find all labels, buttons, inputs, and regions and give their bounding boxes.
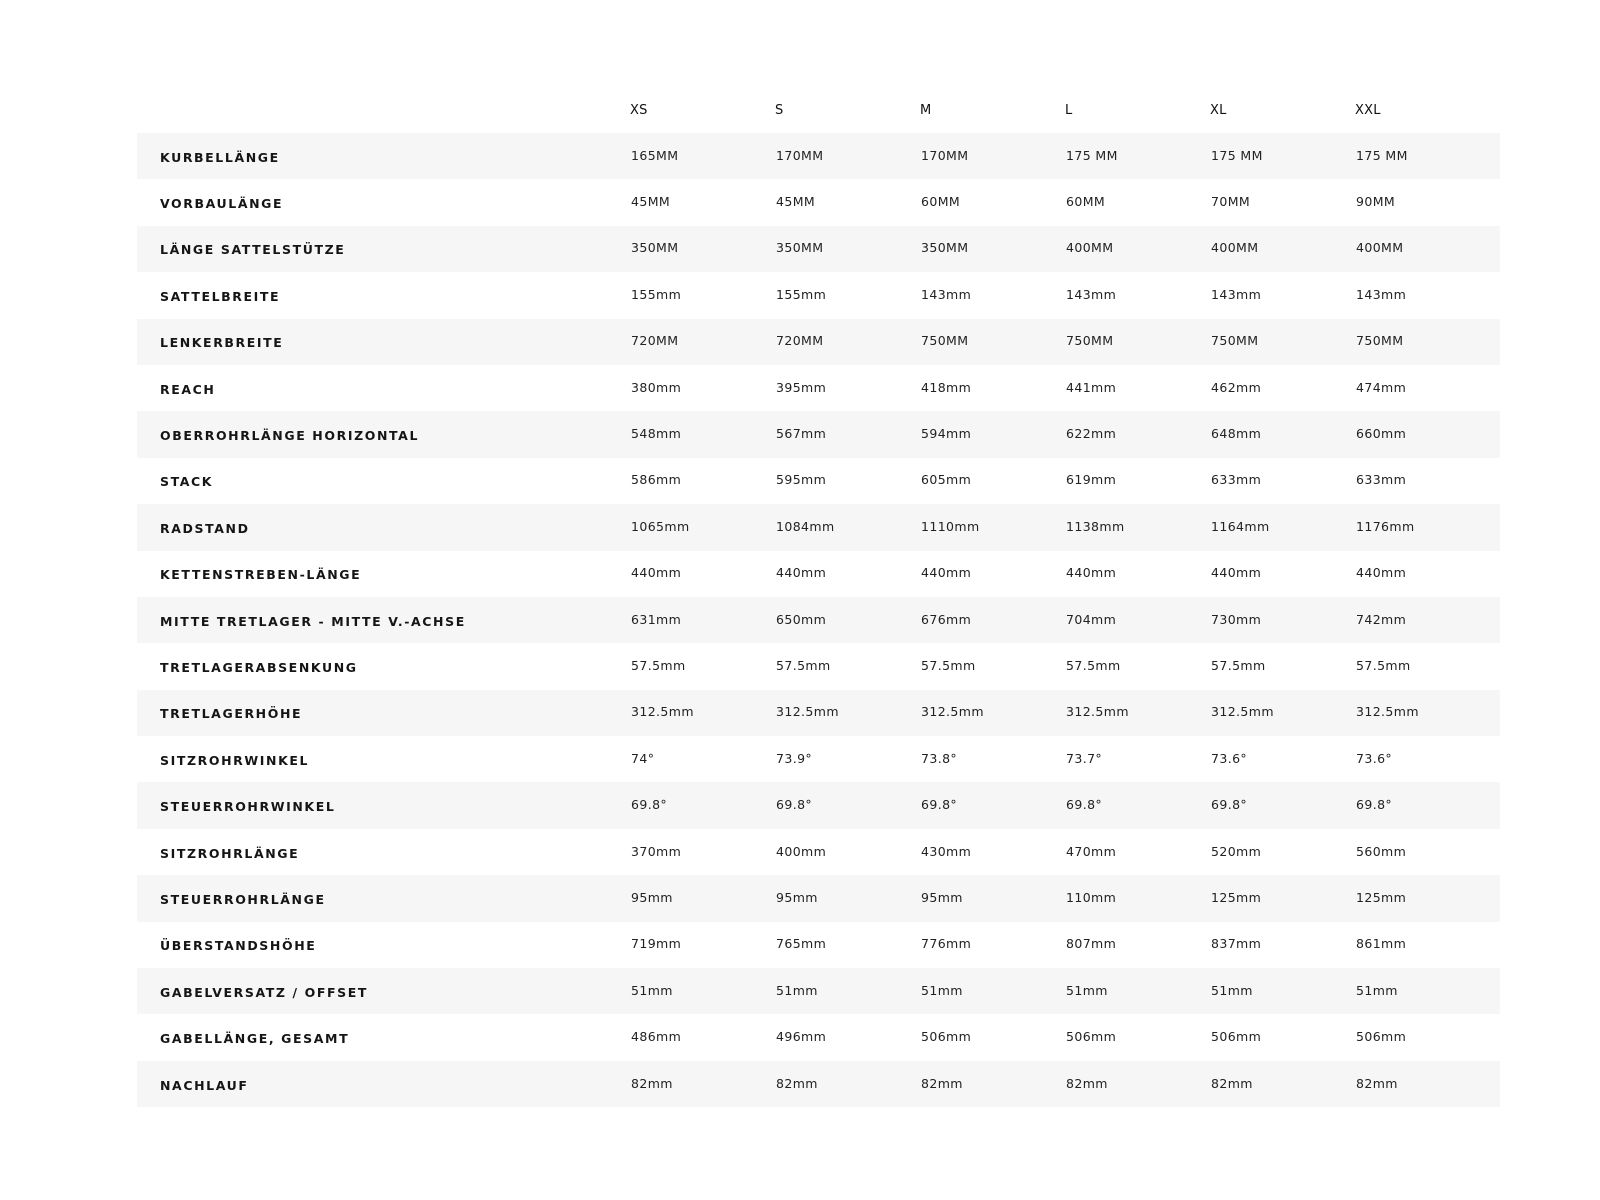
size-header-l: L bbox=[1065, 102, 1073, 118]
row-label: MITTE TRETLAGER - MITTE V.-ACHSE bbox=[160, 613, 466, 629]
table-cell: 750MM bbox=[921, 333, 969, 349]
table-row bbox=[137, 319, 1500, 365]
table-cell: 90MM bbox=[1356, 194, 1396, 210]
table-cell: 73.6° bbox=[1356, 750, 1393, 766]
geometry-table bbox=[137, 87, 1500, 1107]
table-cell: 70MM bbox=[1211, 194, 1251, 210]
table-cell: 440mm bbox=[776, 565, 827, 581]
table-row bbox=[137, 875, 1500, 921]
table-row bbox=[137, 458, 1500, 504]
table-cell: 506mm bbox=[1066, 1029, 1117, 1045]
table-cell: 155mm bbox=[631, 286, 682, 302]
table-cell: 400MM bbox=[1356, 240, 1404, 256]
table-cell: 60MM bbox=[1066, 194, 1106, 210]
table-cell: 60MM bbox=[921, 194, 961, 210]
table-row bbox=[137, 504, 1500, 550]
table-row bbox=[137, 179, 1500, 225]
table-cell: 440mm bbox=[1211, 565, 1262, 581]
table-cell: 69.8° bbox=[1211, 797, 1248, 813]
table-row bbox=[137, 551, 1500, 597]
table-cell: 69.8° bbox=[776, 797, 813, 813]
size-header-m: M bbox=[920, 102, 932, 118]
table-cell: 312.5mm bbox=[921, 704, 984, 720]
table-row bbox=[137, 133, 1500, 179]
size-header-xs: XS bbox=[630, 102, 648, 118]
row-label: NACHLAUF bbox=[160, 1077, 249, 1093]
table-cell: 496mm bbox=[776, 1029, 827, 1045]
table-cell: 69.8° bbox=[921, 797, 958, 813]
table-cell: 82mm bbox=[1211, 1075, 1253, 1091]
table-cell: 506mm bbox=[1211, 1029, 1262, 1045]
table-cell: 720MM bbox=[631, 333, 679, 349]
table-cell: 73.9° bbox=[776, 750, 813, 766]
table-cell: 742mm bbox=[1356, 611, 1407, 627]
table-row bbox=[137, 226, 1500, 272]
table-cell: 750MM bbox=[1356, 333, 1404, 349]
table-row bbox=[137, 922, 1500, 968]
table-cell: 312.5mm bbox=[1356, 704, 1419, 720]
table-cell: 350MM bbox=[631, 240, 679, 256]
table-cell: 486mm bbox=[631, 1029, 682, 1045]
table-cell: 73.6° bbox=[1211, 750, 1248, 766]
table-cell: 506mm bbox=[921, 1029, 972, 1045]
table-cell: 400mm bbox=[776, 843, 827, 859]
table-cell: 125mm bbox=[1356, 889, 1407, 905]
table-cell: 676mm bbox=[921, 611, 972, 627]
row-label: REACH bbox=[160, 381, 216, 397]
table-row bbox=[137, 1061, 1500, 1107]
table-cell: 57.5mm bbox=[631, 657, 686, 673]
row-label: SITZROHRLÄNGE bbox=[160, 845, 300, 861]
row-label: STEUERROHRWINKEL bbox=[160, 799, 336, 815]
table-cell: 548mm bbox=[631, 426, 682, 442]
table-cell: 312.5mm bbox=[1066, 704, 1129, 720]
table-cell: 440mm bbox=[631, 565, 682, 581]
table-cell: 648mm bbox=[1211, 426, 1262, 442]
table-cell: 730mm bbox=[1211, 611, 1262, 627]
table-row bbox=[137, 736, 1500, 782]
table-cell: 400MM bbox=[1066, 240, 1114, 256]
table-cell: 586mm bbox=[631, 472, 682, 488]
table-row bbox=[137, 272, 1500, 318]
size-header-row bbox=[137, 87, 1500, 133]
table-cell: 51mm bbox=[776, 982, 818, 998]
table-cell: 720MM bbox=[776, 333, 824, 349]
table-cell: 440mm bbox=[921, 565, 972, 581]
row-label: GABELLÄNGE, GESAMT bbox=[160, 1031, 350, 1047]
table-cell: 170MM bbox=[776, 147, 824, 163]
table-cell: 57.5mm bbox=[921, 657, 976, 673]
table-cell: 170MM bbox=[921, 147, 969, 163]
table-cell: 312.5mm bbox=[631, 704, 694, 720]
table-cell: 69.8° bbox=[1356, 797, 1393, 813]
row-label: VORBAULÄNGE bbox=[160, 196, 284, 212]
row-label: KURBELLÄNGE bbox=[160, 149, 280, 165]
table-cell: 395mm bbox=[776, 379, 827, 395]
table-cell: 155mm bbox=[776, 286, 827, 302]
table-cell: 837mm bbox=[1211, 936, 1262, 952]
size-header-xl: XL bbox=[1210, 102, 1227, 118]
table-cell: 175 MM bbox=[1356, 147, 1408, 163]
table-cell: 57.5mm bbox=[1066, 657, 1121, 673]
table-row bbox=[137, 968, 1500, 1014]
table-cell: 594mm bbox=[921, 426, 972, 442]
table-cell: 51mm bbox=[921, 982, 963, 998]
row-label: ÜBERSTANDSHÖHE bbox=[160, 938, 317, 954]
table-cell: 82mm bbox=[631, 1075, 673, 1091]
table-row bbox=[137, 643, 1500, 689]
table-cell: 350MM bbox=[776, 240, 824, 256]
table-cell: 520mm bbox=[1211, 843, 1262, 859]
table-cell: 567mm bbox=[776, 426, 827, 442]
table-cell: 312.5mm bbox=[1211, 704, 1274, 720]
table-row bbox=[137, 365, 1500, 411]
table-row bbox=[137, 411, 1500, 457]
size-header-xxl: XXL bbox=[1355, 102, 1381, 118]
row-label: OBERROHRLÄNGE HORIZONTAL bbox=[160, 428, 420, 444]
table-cell: 1176mm bbox=[1356, 518, 1415, 534]
row-label: KETTENSTREBEN-LÄNGE bbox=[160, 567, 362, 583]
table-cell: 143mm bbox=[921, 286, 972, 302]
table-cell: 45MM bbox=[631, 194, 671, 210]
table-cell: 82mm bbox=[921, 1075, 963, 1091]
row-label: GABELVERSATZ / OFFSET bbox=[160, 984, 369, 1000]
table-cell: 82mm bbox=[776, 1075, 818, 1091]
table-cell: 350MM bbox=[921, 240, 969, 256]
table-cell: 660mm bbox=[1356, 426, 1407, 442]
table-cell: 51mm bbox=[631, 982, 673, 998]
table-cell: 418mm bbox=[921, 379, 972, 395]
row-label: RADSTAND bbox=[160, 520, 250, 536]
table-cell: 776mm bbox=[921, 936, 972, 952]
table-cell: 73.8° bbox=[921, 750, 958, 766]
table-cell: 175 MM bbox=[1066, 147, 1118, 163]
table-cell: 704mm bbox=[1066, 611, 1117, 627]
table-cell: 82mm bbox=[1066, 1075, 1108, 1091]
table-row bbox=[137, 597, 1500, 643]
table-cell: 462mm bbox=[1211, 379, 1262, 395]
table-cell: 470mm bbox=[1066, 843, 1117, 859]
table-cell: 1138mm bbox=[1066, 518, 1125, 534]
table-cell: 631mm bbox=[631, 611, 682, 627]
table-cell: 440mm bbox=[1356, 565, 1407, 581]
table-cell: 51mm bbox=[1211, 982, 1253, 998]
table-cell: 69.8° bbox=[1066, 797, 1103, 813]
table-cell: 82mm bbox=[1356, 1075, 1398, 1091]
table-cell: 57.5mm bbox=[776, 657, 831, 673]
table-cell: 51mm bbox=[1356, 982, 1398, 998]
header-empty-cell bbox=[137, 87, 630, 133]
table-cell: 1084mm bbox=[776, 518, 835, 534]
row-label: LENKERBREITE bbox=[160, 335, 284, 351]
table-cell: 506mm bbox=[1356, 1029, 1407, 1045]
table-row bbox=[137, 829, 1500, 875]
table-cell: 440mm bbox=[1066, 565, 1117, 581]
table-cell: 370mm bbox=[631, 843, 682, 859]
geometry-table-body bbox=[137, 133, 1500, 1107]
table-cell: 622mm bbox=[1066, 426, 1117, 442]
table-cell: 380mm bbox=[631, 379, 682, 395]
table-row bbox=[137, 782, 1500, 828]
table-cell: 95mm bbox=[921, 889, 963, 905]
table-cell: 595mm bbox=[776, 472, 827, 488]
table-cell: 1110mm bbox=[921, 518, 980, 534]
table-cell: 750MM bbox=[1066, 333, 1114, 349]
row-label: LÄNGE SATTELSTÜTZE bbox=[160, 242, 346, 258]
table-row bbox=[137, 690, 1500, 736]
table-cell: 175 MM bbox=[1211, 147, 1263, 163]
table-cell: 633mm bbox=[1211, 472, 1262, 488]
table-cell: 143mm bbox=[1356, 286, 1407, 302]
row-label: STACK bbox=[160, 474, 214, 490]
table-cell: 807mm bbox=[1066, 936, 1117, 952]
table-cell: 95mm bbox=[631, 889, 673, 905]
table-cell: 74° bbox=[631, 750, 655, 766]
table-cell: 400MM bbox=[1211, 240, 1259, 256]
table-cell: 1065mm bbox=[631, 518, 690, 534]
table-cell: 110mm bbox=[1066, 889, 1117, 905]
table-cell: 750MM bbox=[1211, 333, 1259, 349]
table-cell: 57.5mm bbox=[1356, 657, 1411, 673]
table-cell: 143mm bbox=[1211, 286, 1262, 302]
table-cell: 73.7° bbox=[1066, 750, 1103, 766]
table-cell: 560mm bbox=[1356, 843, 1407, 859]
row-label: STEUERROHRLÄNGE bbox=[160, 891, 326, 907]
table-cell: 861mm bbox=[1356, 936, 1407, 952]
table-cell: 719mm bbox=[631, 936, 682, 952]
row-label: TRETLAGERHÖHE bbox=[160, 706, 303, 722]
table-cell: 312.5mm bbox=[776, 704, 839, 720]
table-cell: 51mm bbox=[1066, 982, 1108, 998]
size-header-s: S bbox=[775, 102, 784, 118]
table-cell: 57.5mm bbox=[1211, 657, 1266, 673]
table-cell: 45MM bbox=[776, 194, 816, 210]
table-cell: 441mm bbox=[1066, 379, 1117, 395]
table-cell: 650mm bbox=[776, 611, 827, 627]
row-label: TRETLAGERABSENKUNG bbox=[160, 659, 358, 675]
table-cell: 125mm bbox=[1211, 889, 1262, 905]
table-cell: 1164mm bbox=[1211, 518, 1270, 534]
table-cell: 95mm bbox=[776, 889, 818, 905]
table-cell: 633mm bbox=[1356, 472, 1407, 488]
table-cell: 619mm bbox=[1066, 472, 1117, 488]
table-cell: 765mm bbox=[776, 936, 827, 952]
table-row bbox=[137, 1014, 1500, 1060]
table-cell: 605mm bbox=[921, 472, 972, 488]
row-label: SATTELBREITE bbox=[160, 288, 281, 304]
row-label: SITZROHRWINKEL bbox=[160, 752, 310, 768]
table-cell: 165MM bbox=[631, 147, 679, 163]
table-cell: 143mm bbox=[1066, 286, 1117, 302]
table-cell: 430mm bbox=[921, 843, 972, 859]
table-cell: 69.8° bbox=[631, 797, 668, 813]
table-cell: 474mm bbox=[1356, 379, 1407, 395]
